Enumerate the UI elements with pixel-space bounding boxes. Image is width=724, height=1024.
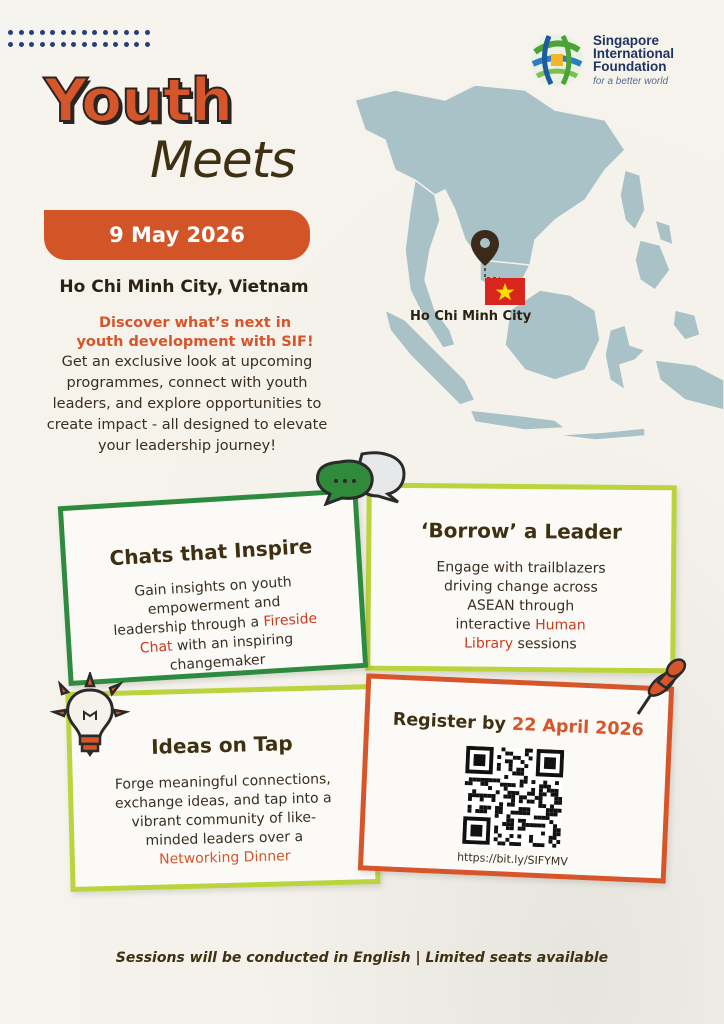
decoration-dot [124, 42, 129, 47]
card-body [73, 769, 375, 872]
footer-note: Sessions will be conducted in English | Limited seats available [115, 950, 609, 966]
logo-tagline: for a better world [593, 76, 669, 87]
decoration-dot [92, 30, 97, 35]
card-body [370, 558, 671, 656]
card-title: Chats that Inspire [108, 533, 313, 571]
register-heading [369, 709, 668, 742]
networking-dinner-highlight: Networking Dinner [158, 848, 291, 868]
decoration-dot [19, 42, 24, 47]
card-register [358, 673, 674, 883]
pushpin-icon [628, 652, 688, 718]
decoration-dot [103, 30, 108, 35]
event-date-banner: 9 May 2026 [44, 210, 310, 260]
decoration-dot [29, 30, 34, 35]
decoration-dot [134, 42, 139, 47]
decoration-dot [145, 30, 150, 35]
highlight-line-2: youth development with SIF! [76, 334, 314, 350]
card-chats-that-inspire [58, 488, 368, 686]
decoration-dot [134, 30, 139, 35]
decoration-dot [71, 30, 76, 35]
logo-wordmark [593, 34, 674, 73]
event-highlight [60, 314, 330, 352]
decoration-dot [124, 30, 129, 35]
registration-url[interactable]: https://bit.ly/SIFYMV [456, 850, 569, 869]
speech-bubbles-icon [312, 446, 412, 506]
decoration-dot [50, 42, 55, 47]
decoration-dot [40, 42, 45, 47]
decoration-dot [92, 42, 97, 47]
card-title: Ideas on Tap [150, 731, 293, 759]
decoration-dot [40, 30, 45, 35]
card-body-text-end: with an inspiring changemaker [169, 631, 294, 674]
card-borrow-a-leader [365, 483, 677, 674]
map-city-label: Ho Chi Minh City [410, 309, 532, 324]
decoration-dot [8, 42, 13, 47]
vietnam-flag-icon [485, 278, 525, 305]
decoration-dot [50, 30, 55, 35]
southeast-asia-map [355, 80, 724, 440]
title-youth: Youth [44, 66, 233, 136]
logo-line-2: International [593, 46, 675, 61]
card-body-text: Forge meaningful connections, exchange ideas, and tap into a vibrant community of like-minded leaders over a [114, 771, 332, 850]
card-body-text: Engage with trailblazers driving change across ASEAN through interactive [436, 559, 606, 634]
decoration-dot [145, 42, 150, 47]
decoration-dot [61, 42, 66, 47]
decoration-dot [82, 42, 87, 47]
decoration-dot [71, 42, 76, 47]
card-body-text: Gain insights on youth empowerment and leadership through a [113, 574, 293, 640]
register-label: Register by [392, 709, 513, 735]
event-description: Get an exclusive look at upcoming programmes, connect with youth leaders, and explore opportunities to create impact - all designed to elevate your leadership journey! [46, 354, 328, 454]
decoration-dot [103, 42, 108, 47]
highlight-line-1: Discover what’s next in [98, 315, 292, 331]
card-body-text-end: sessions [513, 635, 577, 653]
decoration-dot [113, 30, 118, 35]
card-title: ‘Borrow’ a Leader [420, 518, 623, 544]
title-meets: Meets [150, 131, 296, 189]
dotted-decoration [4, 30, 154, 48]
human-library-highlight: Human Library [464, 617, 586, 652]
card-body [68, 569, 363, 682]
register-deadline: 22 April 2026 [511, 714, 645, 741]
fireside-chat-highlight: Fireside Chat [139, 610, 318, 657]
qr-code[interactable] [462, 746, 564, 848]
logo-line-1: Singapore [593, 33, 660, 48]
decoration-dot [8, 30, 13, 35]
decoration-dot [19, 30, 24, 35]
lightbulb-icon [50, 672, 130, 762]
decoration-dot [61, 30, 66, 35]
decoration-dot [113, 42, 118, 47]
event-location: Ho Chi Minh City, Vietnam [59, 277, 309, 297]
decoration-dot [82, 30, 87, 35]
decoration-dot [29, 42, 34, 47]
logo-line-3: Foundation [593, 59, 667, 74]
